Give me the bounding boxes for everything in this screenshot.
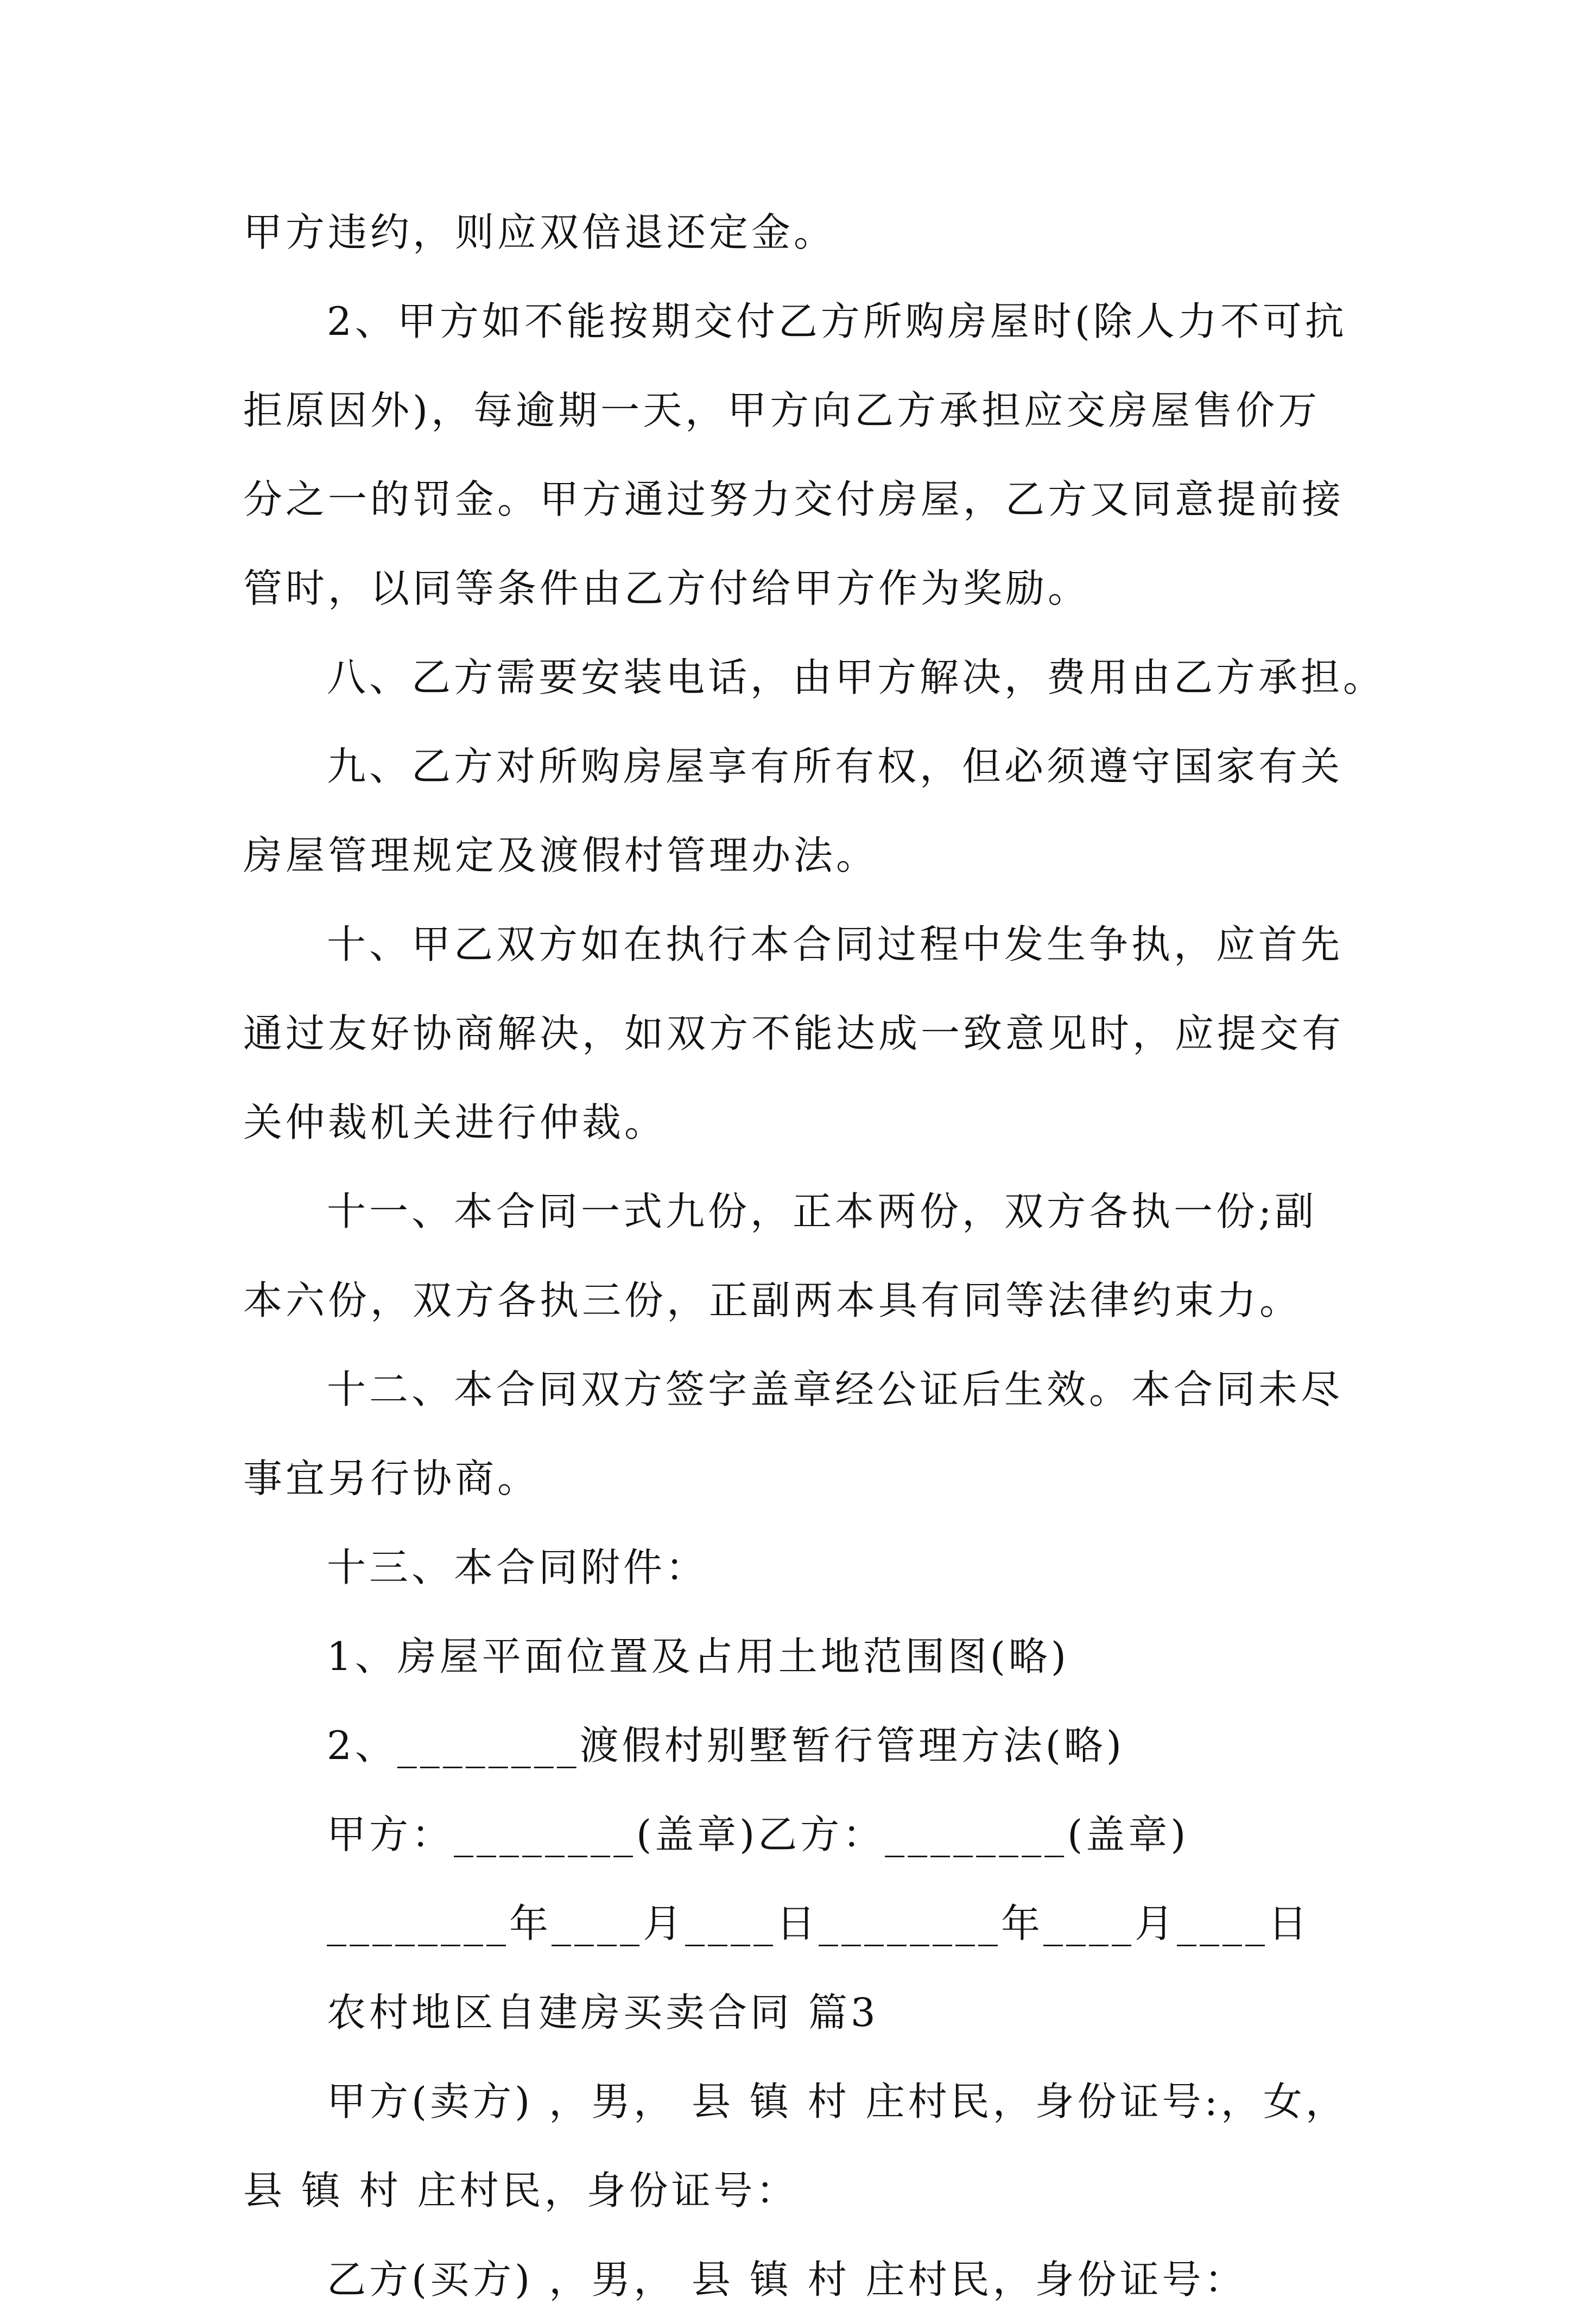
text-line: 拒原因外)，每逾期一天，甲方向乙方承担应交房屋售价万 [243, 388, 1321, 433]
text-line: 十一、本合同一式九份，正本两份，双方各执一份;副 [327, 1189, 1317, 1234]
signature-line: 甲方：________(盖章)乙方：________(盖章) [327, 1812, 1189, 1857]
text-line: 八、乙方需要安装电话，由甲方解决，费用由乙方承担。 [327, 655, 1386, 700]
text-line: 九、乙方对所购房屋享有所有权，但必须遵守国家有关 [327, 744, 1344, 789]
date-line: ________年____月____日________年____月____日 [327, 1901, 1310, 1946]
text-line: 1、房屋平面位置及占用土地范围图(略) [327, 1634, 1069, 1679]
text-line: 2、甲方如不能按期交付乙方所购房屋时(除人力不可抗 [327, 299, 1347, 344]
text-line: 甲方(卖方) ，男， 县 镇 村 庄村民，身份证号:，女， [327, 2079, 1348, 2124]
text-line: 十二、本合同双方签字盖章经公证后生效。本合同未尽 [327, 1367, 1344, 1412]
text-line: 县 镇 村 庄村民，身份证号： [243, 2168, 799, 2213]
text-line: 通过友好协商解决，如双方不能达成一致意见时，应提交有 [243, 1011, 1345, 1056]
text-line: 甲方违约，则应双倍退还定金。 [243, 209, 837, 255]
text-line: 十、甲乙双方如在执行本合同过程中发生争执，应首先 [327, 922, 1344, 967]
document-body [243, 188, 1386, 2324]
section-heading: 农村地区自建房买卖合同 篇3 [327, 1990, 879, 2035]
text-line: 管时，以同等条件由乙方付给甲方作为奖励。 [243, 566, 1091, 611]
text-line: 分之一的罚金。甲方通过努力交付房屋，乙方又同意提前接 [243, 477, 1345, 522]
text-line: 房屋管理规定及渡假村管理办法。 [243, 833, 879, 878]
text-line: 乙方(买方) ，男， 县 镇 村 庄村民，身份证号： [327, 2257, 1247, 2302]
text-line: 十三、本合同附件： [327, 1545, 708, 1590]
text-line: 关仲裁机关进行仲裁。 [243, 1100, 667, 1145]
text-line: 事宜另行协商。 [243, 1456, 540, 1501]
text-line: 本六份，双方各执三份，正副两本具有同等法律约束力。 [243, 1278, 1302, 1323]
text-line: 2、________渡假村别墅暂行管理方法(略) [327, 1723, 1125, 1768]
